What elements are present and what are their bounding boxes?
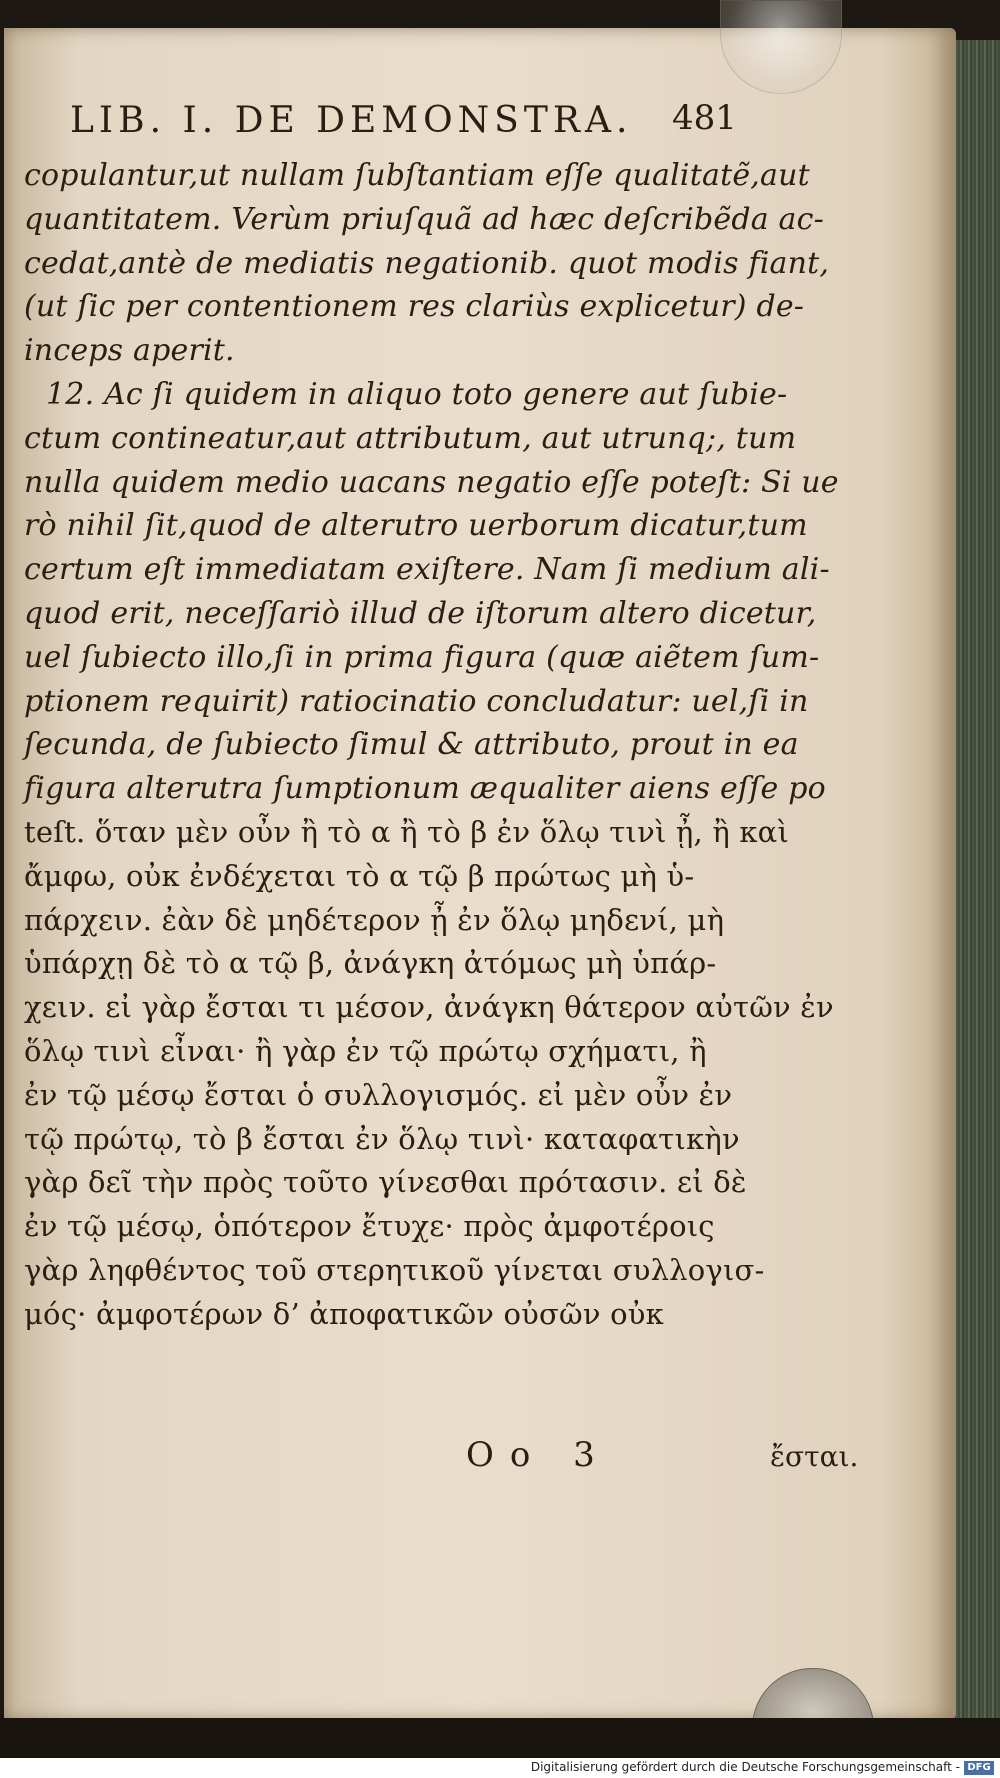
text-line: ὅλῳ τινὶ εἶναι· ἢ γὰρ ἐν τῷ πρώτῳ σχήματι, ἢ [24, 1034, 707, 1068]
text-line: teſt. ὅταν μὲν οὖν ἢ τὸ α ἢ τὸ β ἐν ὅλῳ τινὶ ᾖ, ἢ καὶ [24, 815, 790, 849]
text-line: quantitatem. Verùm priuſquã ad hæc deſcribẽda ac- [24, 201, 824, 237]
text-line: inceps aperit. [24, 333, 235, 369]
digitization-footer [0, 1758, 1000, 1778]
text-line: ctum contineatur,aut attributum, aut utrunq;, tum [24, 420, 797, 456]
text-line: ἐν τῷ μέσῳ, ὁπότερον ἔτυχε· πρὸς ἀμφοτέροις [24, 1209, 715, 1244]
text-line: (ut ſic per contentionem res clariùs explicetur) de- [24, 289, 805, 325]
dfg-logo: DFG [964, 1761, 994, 1775]
text-line: rò nihil ſit,quod de alterutro uerborum dicatur,tum [24, 508, 808, 544]
text-line: cedat,antè de mediatis negationib. quot modis fiant, [24, 245, 830, 281]
text-line: γὰρ δεῖ τὴν πρὸς τοῦτο γίνεσθαι πρότασιν. εἰ δὲ [24, 1165, 747, 1200]
text-line: ἄμφω, οὐκ ἐνδέχεται τὸ α τῷ β πρώτως μὴ ὑ- [24, 858, 695, 893]
text-line: uel ſubiecto illo,ſi in prima figura (quæ aiẽtem ſum- [24, 639, 820, 675]
text-line: γὰρ ληφθέντος τοῦ στερητικοῦ γίνεται συλλογισ- [24, 1253, 765, 1287]
text-line: 12. Ac ſi quidem in aliquo toto genere aut ſubie- [46, 377, 788, 412]
catchword: ἔσται. [770, 1440, 859, 1473]
text-line: ſecunda, de ſubiecto ſimul & attributo, prout in ea [24, 727, 799, 763]
running-title: LIB. I. DE DEMONSTRA. [70, 100, 633, 141]
footer-credit: Digitalisierung gefördert durch die Deutsche Forschungsgemeinschaft - [530, 1760, 960, 1774]
book-fore-edge [955, 40, 1000, 1740]
signature-mark: Oo 3 [466, 1435, 611, 1475]
text-line: χειν. εἰ γὰρ ἔσται τι μέσον, ἀνάγκη θάτερον αὐτῶν ἐν [24, 990, 834, 1025]
text-line: ὑπάρχῃ δὲ τὸ α τῷ β, ἀνάγκη ἀτόμως μὴ ὑπάρ- [24, 946, 717, 981]
text-line: ptionem requirit) ratiocinatio concludatur: uel,ſi in [24, 683, 809, 719]
text-line: figura alterutra ſumptionum æqualiter aiens eſſe po [24, 771, 826, 807]
text-line: quod erit, neceſſariò illud de iſtorum altero dicetur, [24, 596, 817, 631]
binding-shadow [0, 1718, 1000, 1758]
text-line: μός· ἀμφοτέρων δ’ ἀποφατικῶν οὐσῶν οὐκ [24, 1296, 664, 1331]
text-line: certum eſt immediatam exiſtere. Nam ſi medium ali- [24, 552, 830, 588]
text-line: nulla quidem medio uacans negatio eſſe poteſt: Si ue [24, 464, 839, 500]
text-line: πάρχειν. ἐὰν δὲ μηδέτερον ᾖ ἐν ὅλῳ μηδενί, μὴ [24, 902, 725, 937]
text-line: copulantur,ut nullam ſubſtantiam eſſe qualitatẽ,aut [24, 158, 810, 193]
page-number: 481 [672, 98, 737, 138]
text-line: τῷ πρώτῳ, τὸ β ἔσται ἐν ὅλῳ τινὶ· καταφατικὴν [24, 1121, 740, 1156]
text-line: ἐν τῷ μέσῳ ἔσται ὁ συλλογισμός. εἰ μὲν οὖν ἐν [24, 1077, 733, 1112]
